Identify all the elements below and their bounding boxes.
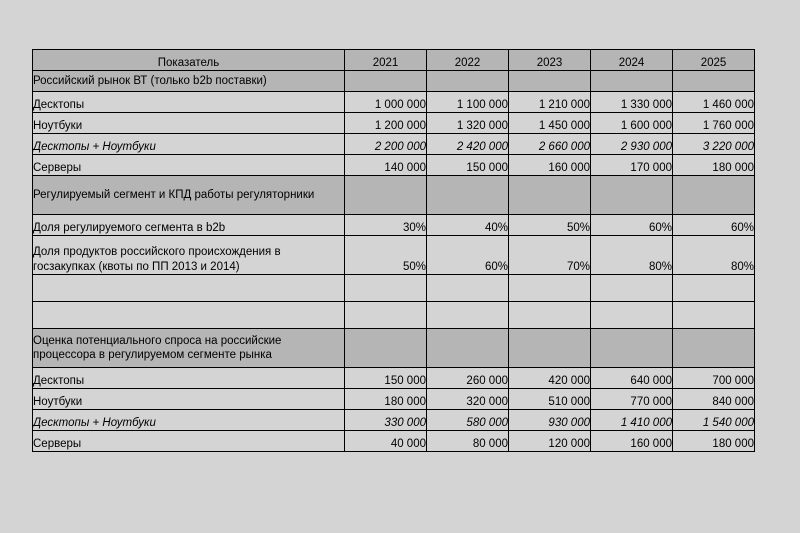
row-value — [673, 302, 755, 329]
row-value: 330 000 — [345, 410, 427, 431]
row-label: Серверы — [33, 155, 345, 176]
row-value — [591, 275, 673, 302]
row-value: 60% — [673, 215, 755, 236]
row-value: 320 000 — [427, 389, 509, 410]
row-value — [509, 275, 591, 302]
section-cell — [509, 329, 591, 368]
row-value: 510 000 — [509, 389, 591, 410]
row-value: 3 220 000 — [673, 134, 755, 155]
table-total-row — [33, 410, 755, 431]
section-cell — [427, 329, 509, 368]
column-header-2024: 2024 — [591, 50, 673, 71]
section-cell — [509, 71, 591, 92]
row-value: 1 100 000 — [427, 92, 509, 113]
section-cell — [673, 71, 755, 92]
row-value: 160 000 — [591, 431, 673, 452]
row-label: Десктопы + Ноутбуки — [33, 134, 345, 155]
row-value: 2 200 000 — [345, 134, 427, 155]
row-value: 150 000 — [427, 155, 509, 176]
section-label: Регулируемый сегмент и КПД работы регуляторники — [33, 176, 345, 215]
row-value — [427, 302, 509, 329]
row-label: Доля регулируемого сегмента в b2b — [33, 215, 345, 236]
row-value: 1 200 000 — [345, 113, 427, 134]
row-value: 1 320 000 — [427, 113, 509, 134]
row-value: 80% — [673, 236, 755, 275]
table-row-blank — [33, 302, 755, 329]
table-row — [33, 215, 755, 236]
table-row — [33, 113, 755, 134]
table-row — [33, 155, 755, 176]
row-value: 1 450 000 — [509, 113, 591, 134]
row-value: 1 210 000 — [509, 92, 591, 113]
column-header-2022: 2022 — [427, 50, 509, 71]
row-value — [345, 275, 427, 302]
row-value: 120 000 — [509, 431, 591, 452]
section-cell — [591, 329, 673, 368]
row-value: 700 000 — [673, 368, 755, 389]
column-header-2021: 2021 — [345, 50, 427, 71]
row-label: Десктопы — [33, 368, 345, 389]
row-value: 80 000 — [427, 431, 509, 452]
row-value: 140 000 — [345, 155, 427, 176]
row-value: 1 540 000 — [673, 410, 755, 431]
row-label: Десктопы — [33, 92, 345, 113]
forecast-table — [32, 49, 755, 452]
row-value: 50% — [345, 236, 427, 275]
section-cell — [427, 176, 509, 215]
row-value — [673, 275, 755, 302]
row-value — [509, 302, 591, 329]
row-value: 1 460 000 — [673, 92, 755, 113]
row-value — [345, 302, 427, 329]
section-cell — [345, 71, 427, 92]
row-value: 1 410 000 — [591, 410, 673, 431]
row-label: Доля продуктов российского происхождения в госзакупках (квоты по ПП 2013 и 2014) — [33, 236, 345, 275]
table-row — [33, 92, 755, 113]
row-label: Ноутбуки — [33, 113, 345, 134]
row-value: 420 000 — [509, 368, 591, 389]
row-label — [33, 302, 345, 329]
row-value: 40 000 — [345, 431, 427, 452]
row-value: 2 930 000 — [591, 134, 673, 155]
row-value: 70% — [509, 236, 591, 275]
section-label: Оценка потенциального спроса на российские процессора в регулируемом сегменте рынка — [33, 329, 345, 368]
table-row — [33, 236, 755, 275]
row-value: 930 000 — [509, 410, 591, 431]
row-value: 30% — [345, 215, 427, 236]
row-value: 1 000 000 — [345, 92, 427, 113]
row-value: 60% — [591, 215, 673, 236]
section-cell — [591, 176, 673, 215]
table-row-blank — [33, 275, 755, 302]
row-value: 50% — [509, 215, 591, 236]
table-section-row — [33, 176, 755, 215]
section-cell — [345, 176, 427, 215]
row-value: 80% — [591, 236, 673, 275]
row-value: 770 000 — [591, 389, 673, 410]
column-header-indicator: Показатель — [33, 50, 345, 71]
section-cell — [345, 329, 427, 368]
section-cell — [509, 176, 591, 215]
row-value: 150 000 — [345, 368, 427, 389]
section-cell — [673, 329, 755, 368]
table-section-row — [33, 71, 755, 92]
row-label: Ноутбуки — [33, 389, 345, 410]
table-total-row — [33, 134, 755, 155]
row-value: 180 000 — [345, 389, 427, 410]
row-label — [33, 275, 345, 302]
row-value — [591, 302, 673, 329]
row-value: 1 760 000 — [673, 113, 755, 134]
row-value: 160 000 — [509, 155, 591, 176]
section-label: Российский рынок ВТ (только b2b поставки) — [33, 71, 345, 92]
row-value: 180 000 — [673, 431, 755, 452]
row-value: 2 420 000 — [427, 134, 509, 155]
column-header-2023: 2023 — [509, 50, 591, 71]
section-cell — [673, 176, 755, 215]
table-section-row — [33, 329, 755, 368]
row-value: 840 000 — [673, 389, 755, 410]
row-value: 60% — [427, 236, 509, 275]
forecast-sheet — [32, 49, 754, 452]
table-row — [33, 368, 755, 389]
table-row — [33, 389, 755, 410]
table-header-row — [33, 50, 755, 71]
row-value — [427, 275, 509, 302]
row-value: 170 000 — [591, 155, 673, 176]
row-label: Серверы — [33, 431, 345, 452]
row-value: 640 000 — [591, 368, 673, 389]
column-header-2025: 2025 — [673, 50, 755, 71]
row-value: 1 600 000 — [591, 113, 673, 134]
row-label: Десктопы + Ноутбуки — [33, 410, 345, 431]
row-value: 1 330 000 — [591, 92, 673, 113]
row-value: 40% — [427, 215, 509, 236]
row-value: 180 000 — [673, 155, 755, 176]
section-cell — [591, 71, 673, 92]
row-value: 2 660 000 — [509, 134, 591, 155]
row-value: 260 000 — [427, 368, 509, 389]
table-row — [33, 431, 755, 452]
section-cell — [427, 71, 509, 92]
row-value: 580 000 — [427, 410, 509, 431]
